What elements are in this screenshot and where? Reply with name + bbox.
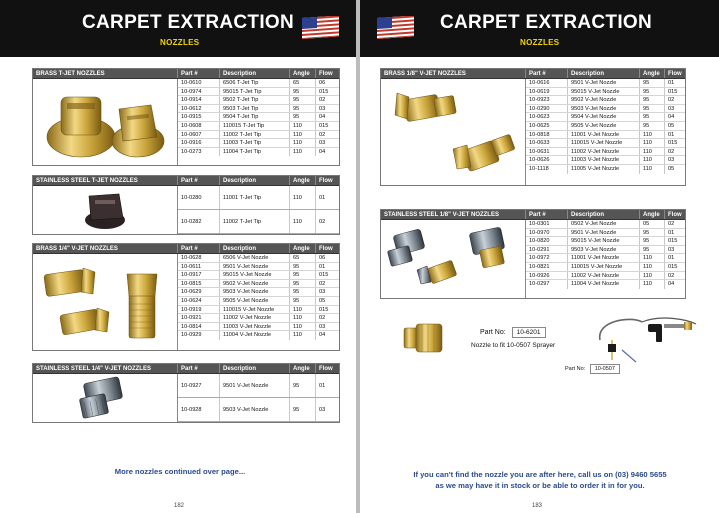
table-cell: 015 [319,88,329,95]
page-title: CARPET EXTRACTION [82,12,294,33]
section-header [33,176,339,186]
stainless-tjet-rows [178,186,339,234]
table-row [526,280,685,289]
section-stainless-eighth-vjet [380,209,686,299]
table-cell: 110 [290,139,316,147]
table-row [526,246,685,255]
table-cell: 110 [290,210,316,233]
table-cell: 95 [290,113,316,121]
table-cell: 06 [319,80,326,86]
table-row [178,314,339,323]
table-cell: 04 [319,148,326,155]
table-cell: 110 [290,331,316,340]
table-cell: 9503 T-Jet Tip [220,105,290,113]
table-cell: 95 [640,79,665,87]
part-label: Part No: [480,329,506,336]
table-cell: 95 [290,374,316,397]
table-cell: 95 [290,88,316,96]
sprayer-part [565,364,620,374]
table-cell: 95015 T-Jet Tip [220,88,290,96]
table-cell: 10-0917 [178,271,220,279]
table-cell: 10-0616 [526,79,568,87]
section-header [33,69,339,79]
table-cell: 10-0974 [178,88,220,96]
table-cell: 03 [319,323,326,330]
table-cell: 110 [640,272,665,280]
table-cell: 110015 V-Jet Nozzle [568,139,640,147]
table-cell: 110 [640,156,665,164]
page-subtitle: NOZZLES [520,38,560,47]
table-cell: 95 [290,105,316,113]
catalog-page-right [360,0,719,513]
table-row [178,105,339,114]
table-cell: 95 [640,229,665,237]
table-cell: 110 [640,148,665,156]
table-cell: 10-0282 [178,210,220,233]
table-cell: 95 [290,96,316,104]
table-cell: 04 [319,332,326,339]
table-cell: 11004 V-Jet Nozzle [568,280,640,289]
table-cell: 11001 V-Jet Nozzle [568,131,640,139]
brass-tjet-rows [178,79,339,165]
table-cell: 10-0921 [178,314,220,322]
col-flow: Flow [319,178,333,184]
table-cell: 01 [319,263,326,270]
section-header [33,244,339,254]
table-cell: 9503 V-Jet Nozzle [568,105,640,113]
table-cell: 10-0929 [178,331,220,340]
table-cell: 10-0923 [526,96,568,104]
table-row [178,263,339,272]
table-row [178,131,339,140]
table-row [178,254,339,263]
brass-fitting-nozzle-image [402,320,446,356]
table-cell: 95 [290,288,316,296]
table-cell: 015 [668,88,678,95]
table-row [178,280,339,289]
table-cell: 05 [319,297,326,304]
table-cell: 110015 T-Jet Tip [220,122,290,130]
table-cell: 10-0970 [526,229,568,237]
table-cell: 9503 V-Jet Nozzle [568,246,640,254]
table-cell: 11003 T-Jet Tip [220,139,290,147]
table-cell: 110015 V-Jet Nozzle [568,263,640,271]
stainless-eighth-vjet-rows [526,220,685,298]
table-cell: 10-0280 [178,186,220,209]
table-row [526,237,685,246]
table-cell: 10-0633 [526,139,568,147]
table-cell: 10-0608 [178,122,220,130]
col-flow: Flow [668,212,682,218]
table-cell: 10-0626 [526,156,568,164]
col-part: Part # [178,244,220,253]
nozzle-fit-part [480,327,546,338]
col-part: Part # [526,69,568,78]
page-number: 183 [532,503,543,509]
col-angle: Angle [290,364,316,373]
table-row [178,271,339,280]
col-description: Description [220,244,290,253]
table-cell: 95 [290,263,316,271]
table-cell: 01 [319,383,326,389]
table-cell: 10-1118 [526,165,568,174]
col-description: Description [568,210,640,219]
table-cell: 9501 V-Jet Nozzle [568,229,640,237]
table-cell: 11002 T-Jet Tip [220,210,290,233]
table-cell: 02 [668,221,675,227]
stainless-tjet-nozzle-image [33,186,178,234]
table-cell: 11001 V-Jet Nozzle [568,254,640,262]
table-cell: 10-0624 [178,297,220,305]
table-cell: 110 [290,323,316,331]
section-header [381,69,685,79]
col-flow: Flow [319,366,333,372]
table-cell: 05 [668,122,675,129]
table-row [178,96,339,105]
table-cell: 6506 V-Jet Nozzle [220,254,290,262]
table-row [178,297,339,306]
stainless-eighth-vjet-nozzle-image [381,220,526,298]
col-part: Part # [178,176,220,185]
col-description: Description [568,69,640,78]
table-cell: 03 [668,105,675,112]
brass-eighth-vjet-nozzle-image [381,79,526,185]
table-cell: 9501 V-Jet Nozzle [220,374,290,397]
table-cell: 110 [290,314,316,322]
table-cell: 10-0820 [526,237,568,245]
col-flow: Flow [668,71,682,77]
table-cell: 9501 V-Jet Nozzle [220,263,290,271]
table-cell: 110 [290,122,316,130]
nozzle-fit-description: Nozzle to fit 10-0507 Sprayer [471,342,556,349]
stainless-quarter-vjet-rows [178,374,339,422]
table-cell: 015 [319,272,329,279]
table-cell: 11004 V-Jet Nozzle [220,331,290,340]
table-cell: 02 [319,219,326,225]
table-cell: 01 [668,255,675,262]
table-row [178,122,339,131]
table-cell: 10-0914 [178,96,220,104]
col-angle: Angle [290,176,316,185]
table-cell: 95 [640,122,665,130]
col-angle: Angle [290,69,316,78]
table-cell: 06 [319,255,326,261]
table-cell: 015 [319,306,329,313]
table-cell: 015 [319,122,329,129]
section-brass-quarter-vjet [32,243,340,351]
contact-note-line-1: If you can't find the nozzle you are after here, call us on (03) 9460 5655 [413,470,667,479]
table-row [526,156,685,165]
table-row [526,165,685,174]
table-cell: 01 [668,131,675,138]
table-cell: 11004 T-Jet Tip [220,148,290,157]
table-cell: 11002 T-Jet Tip [220,131,290,139]
table-cell: 03 [319,407,326,413]
table-cell: 02 [668,97,675,104]
table-cell: 10-0915 [178,113,220,121]
table-cell: 95 [640,88,665,96]
col-part: Part # [178,69,220,78]
table-cell: 110 [640,139,665,147]
table-cell: 05 [640,220,665,228]
table-cell: 04 [319,114,326,121]
section-header [33,364,339,374]
table-cell: 95015 V-Jet Nozzle [568,88,640,96]
table-cell: 65 [290,254,316,262]
col-description: Description [220,364,290,373]
table-row [526,105,685,114]
table-row [178,323,339,332]
table-cell: 110 [290,148,316,157]
table-cell: 110 [290,306,316,314]
table-row [526,148,685,157]
contact-note-line-2: as we may have it in stock or be able to order it in for you. [435,481,645,490]
table-cell: 04 [668,281,675,288]
table-cell: 10-0972 [526,254,568,262]
table-cell: 95 [290,271,316,279]
table-cell: 03 [668,157,675,164]
table-cell: 110 [640,131,665,139]
table-cell: 9505 V-Jet Nozzle [568,122,640,130]
table-cell: 10-0625 [526,122,568,130]
table-cell: 10-0611 [178,263,220,271]
table-cell: 11002 V-Jet Nozzle [568,148,640,156]
table-row [526,113,685,122]
table-cell: 95 [290,280,316,288]
col-description: Description [220,176,290,185]
col-angle: Angle [290,244,316,253]
table-cell: 11003 V-Jet Nozzle [220,323,290,331]
part-label: Part No: [565,366,586,372]
table-cell: 10-0818 [526,131,568,139]
table-cell: 95 [640,246,665,254]
table-cell: 10-0815 [178,280,220,288]
us-flag-icon [377,16,414,41]
table-cell: 02 [319,97,326,104]
table-row [526,272,685,281]
table-cell: 95 [640,96,665,104]
table-cell: 015 [668,263,678,270]
section-stainless-tjet [32,175,340,235]
table-cell: 10-0607 [178,131,220,139]
col-part: Part # [178,364,220,373]
table-row [178,113,339,122]
table-cell: 9505 V-Jet Nozzle [220,297,290,305]
table-row [178,139,339,148]
brass-tjet-nozzle-image [33,79,178,165]
brass-eighth-vjet-rows [526,79,685,185]
section-brass-tjet [32,68,340,166]
table-cell: 10-0814 [178,323,220,331]
table-cell: 10-0301 [526,220,568,228]
table-row [526,229,685,238]
table-row [178,398,339,422]
table-cell: 11003 V-Jet Nozzle [568,156,640,164]
table-cell: 110 [640,280,665,289]
table-cell: 6506 T-Jet Tip [220,79,290,87]
table-row [526,220,685,229]
table-row [178,186,339,210]
page-header-right [360,0,719,57]
table-row [178,306,339,315]
table-cell: 03 [319,289,326,296]
table-cell: 02 [319,131,326,138]
col-part: Part # [526,210,568,219]
page-subtitle: NOZZLES [160,38,200,47]
table-row [526,88,685,97]
table-row [526,254,685,263]
table-row [178,148,339,157]
table-cell: 95 [640,237,665,245]
table-cell: 95015 V-Jet Nozzle [568,237,640,245]
table-cell: 110 [290,131,316,139]
table-cell: 03 [319,105,326,112]
section-brass-eighth-vjet [380,68,686,186]
table-cell: 95 [290,297,316,305]
sprayer-wand-image [592,310,702,366]
continued-note: More nozzles continued over page... [114,467,246,476]
table-cell: 95015 V-Jet Nozzle [220,271,290,279]
brass-quarter-vjet-rows [178,254,339,350]
us-flag-icon [302,16,339,41]
table-row [178,288,339,297]
table-cell: 03 [668,246,675,253]
table-row [178,88,339,97]
table-cell: 65 [290,79,316,87]
col-flow: Flow [319,71,333,77]
section-title: BRASS 1/4" V-JET NOZZLES [33,244,178,253]
table-cell: 9502 V-Jet Nozzle [568,96,640,104]
table-cell: 10-0297 [526,280,568,289]
table-cell: 10-0821 [526,263,568,271]
table-cell: 10-0927 [178,374,220,397]
table-cell: 10-0628 [178,254,220,262]
table-cell: 015 [668,238,678,245]
table-row [526,122,685,131]
table-cell: 95 [290,398,316,421]
table-row [178,374,339,398]
catalog-page-left [0,0,356,513]
section-title: STAINLESS STEEL 1/4" V-JET NOZZLES [33,364,178,373]
table-cell: 9503 V-Jet Nozzle [220,398,290,421]
table-cell: 10-0612 [178,105,220,113]
table-cell: 11002 V-Jet Nozzle [568,272,640,280]
table-cell: 9504 V-Jet Nozzle [568,113,640,121]
table-cell: 02 [319,280,326,287]
table-cell: 10-0623 [526,113,568,121]
table-row [178,210,339,234]
table-row [526,96,685,105]
table-cell: 95 [640,113,665,121]
part-number-box: 10-6201 [512,327,546,338]
table-cell: 0502 V-Jet Nozzle [568,220,640,228]
table-cell: 02 [668,272,675,279]
table-cell: 10-0926 [526,272,568,280]
table-cell: 10-0916 [178,139,220,147]
section-stainless-quarter-vjet [32,363,340,423]
table-cell: 9502 T-Jet Tip [220,96,290,104]
table-cell: 110 [640,263,665,271]
table-cell: 05 [668,165,675,172]
table-cell: 11005 V-Jet Nozzle [568,165,640,174]
table-row [526,131,685,140]
section-title: STAINLESS STEEL 1/8" V-JET NOZZLES [381,210,526,219]
col-angle: Angle [640,210,665,219]
table-cell: 110 [640,165,665,174]
table-cell: 10-0273 [178,148,220,157]
table-row [526,263,685,272]
table-cell: 9504 T-Jet Tip [220,113,290,121]
part-number-box: 10-0507 [590,364,620,374]
table-cell: 110 [290,186,316,209]
page-number: 182 [174,503,185,509]
table-cell: 10-0629 [178,288,220,296]
table-cell: 03 [319,140,326,147]
table-row [526,139,685,148]
table-cell: 04 [668,114,675,121]
table-cell: 10-0631 [526,148,568,156]
table-row [178,331,339,340]
table-cell: 10-0610 [178,79,220,87]
col-description: Description [220,69,290,78]
table-cell: 10-0619 [526,88,568,96]
contact-note [370,469,710,491]
page-title: CARPET EXTRACTION [440,12,652,33]
table-cell: 02 [319,315,326,322]
section-title: BRASS T-JET NOZZLES [33,69,178,78]
section-title: STAINLESS STEEL T-JET NOZZLES [33,176,178,185]
table-cell: 015 [668,140,678,147]
table-row [178,79,339,88]
table-cell: 10-0919 [178,306,220,314]
table-cell: 9502 V-Jet Nozzle [220,280,290,288]
table-cell: 9501 V-Jet Nozzle [568,79,640,87]
table-cell: 11002 V-Jet Nozzle [220,314,290,322]
stainless-quarter-vjet-nozzle-image [33,374,178,422]
table-cell: 10-0291 [526,246,568,254]
table-cell: 95 [640,105,665,113]
table-cell: 11001 T-Jet Tip [220,186,290,209]
section-title: BRASS 1/8" V-JET NOZZLES [381,69,526,78]
col-angle: Angle [640,69,665,78]
table-cell: 02 [668,148,675,155]
section-header [381,210,685,220]
page-header-left [0,0,356,57]
table-cell: 01 [668,229,675,236]
col-flow: Flow [319,246,333,252]
table-cell: 10-0290 [526,105,568,113]
table-cell: 110 [640,254,665,262]
table-cell: 110015 V-Jet Nozzle [220,306,290,314]
brass-quarter-vjet-nozzle-image [33,254,178,350]
table-cell: 10-0928 [178,398,220,421]
table-row [526,79,685,88]
table-cell: 9503 V-Jet Nozzle [220,288,290,296]
table-cell: 01 [319,195,326,201]
table-cell: 01 [668,80,675,86]
